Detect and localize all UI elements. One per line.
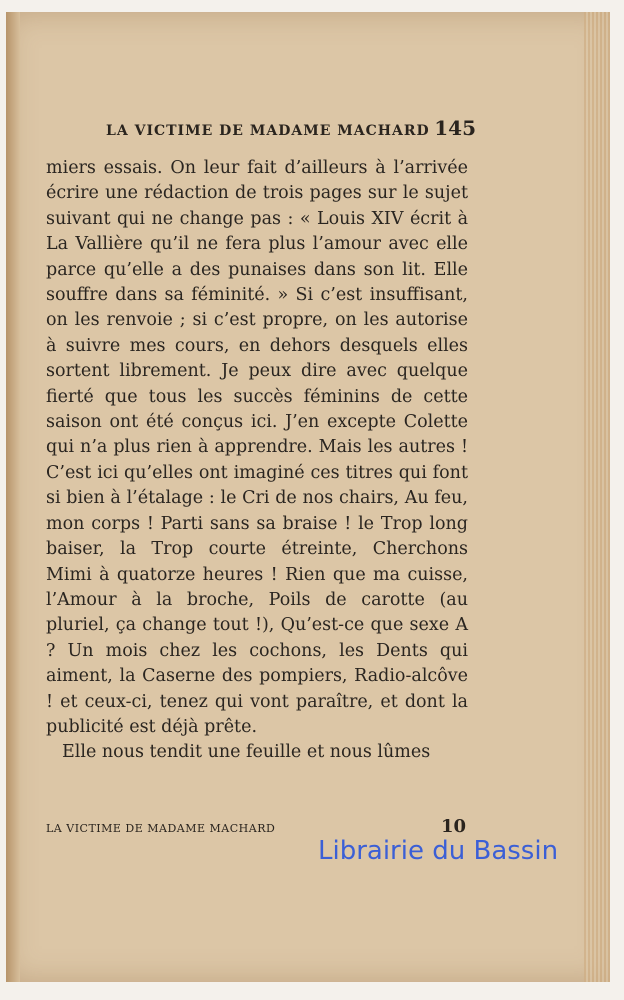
running-title: LA VICTIME DE MADAME MACHARD: [106, 123, 430, 139]
paragraph: Elle nous tendit une feuille et nous lûmes: [62, 742, 431, 763]
page-edge: [584, 12, 610, 982]
signature-mark: 10: [440, 816, 466, 837]
page-number: 145: [434, 116, 476, 140]
page-spine-shadow: [6, 12, 20, 982]
page-header: [106, 116, 476, 140]
body-text: [46, 156, 468, 766]
bookseller-watermark: Librairie du Bassin: [318, 836, 559, 866]
page-footer: [46, 816, 466, 837]
printer-signature: LA VICTIME DE MADAME MACHARD: [46, 822, 276, 835]
paragraph: miers essais. On leur fait d’ailleurs à l’arrivée écrire une rédaction de trois pages sur le sujet suivant qui ne change pas : « Louis XIV écrit à La Vallière qu’il ne fera plus l’amour avec elle parce qu’elle a des punaises dans son lit. Elle souffre dans sa féminité. » Si c’est insuffisant, on les renvoie ; si c’est propre, on les autorise à suivre mes cours, en dehors desquels elles sortent librement. Je peux dire avec quelque fierté que tous les succès féminins de cette saison ont été conçus ici. J’en excepte Colette qui n’a plus rien à apprendre. Mais les autres ! C’est ici qu’elles ont imaginé ces titres qui font si bien à l’étalage : le Cri de nos chairs, Au feu, mon corps ! Parti sans sa braise ! le Trop long baiser, la Trop courte étreinte, Cherchons Mimi à quatorze heures ! Rien que ma cuisse, l’Amour à la broche, Poils de carotte (au pluriel, ça change tout !), Qu’est-ce que sexe A ? Un mois chez les cochons, les Dents qui aiment, la Caserne des pompiers, Radio-alcôve ! et ceux-ci, tenez qui vont paraître, et dont la publicité est déjà prête.: [46, 158, 468, 737]
